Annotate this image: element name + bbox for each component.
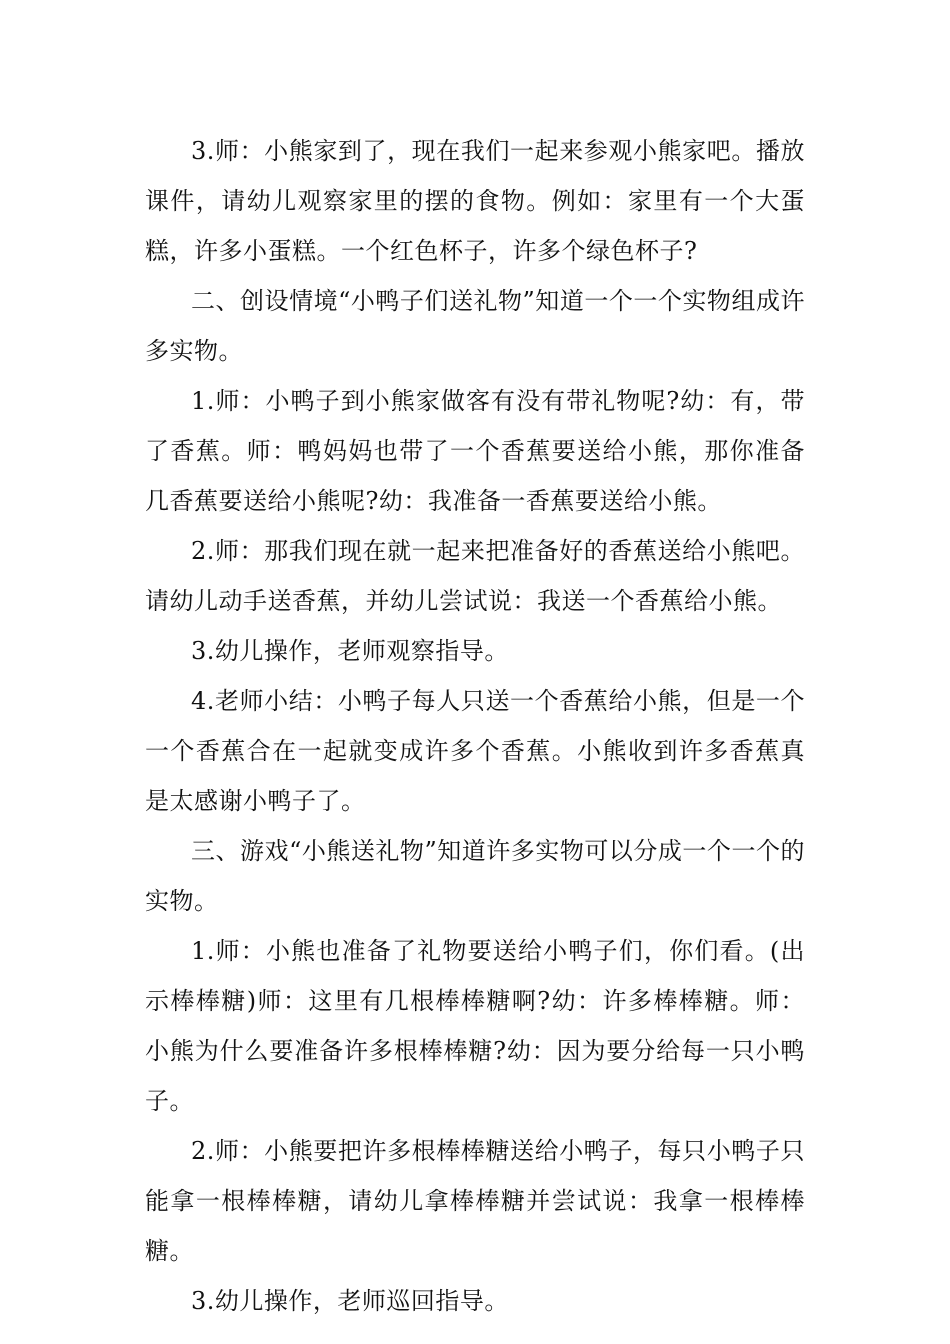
paragraph-2: 二、创设情境“小鸭子们送礼物”知道一个一个实物组成许多实物。 — [145, 287, 805, 365]
paragraph-5: 3.幼儿操作，老师观察指导。 — [191, 637, 509, 665]
paragraph-4: 2.师：那我们现在就一起来把准备好的香蕉送给小熊吧。请幼儿动手送香蕉，并幼儿尝试说：我送一个香蕉给小熊。 — [145, 537, 805, 615]
paragraph-6: 4.老师小结：小鸭子每人只送一个香蕉给小熊，但是一个一个香蕉合在一起就变成许多个香蕉。小熊收到许多香蕉真是太感谢小鸭子了。 — [145, 687, 805, 815]
paragraph-8: 1.师：小熊也准备了礼物要送给小鸭子们，你们看。(出示棒棒糖)师：这里有几根棒棒糖啊?幼：许多棒棒糖。师：小熊为什么要准备许多根棒棒糖?幼：因为要分给每一只小鸭子。 — [145, 937, 805, 1115]
document-body — [145, 126, 805, 1326]
paragraph-7: 三、游戏“小熊送礼物”知道许多实物可以分成一个一个的实物。 — [145, 837, 805, 915]
paragraph-1: 3.师：小熊家到了，现在我们一起来参观小熊家吧。播放课件，请幼儿观察家里的摆的食物。例如：家里有一个大蛋糕，许多小蛋糕。一个红色杯子，许多个绿色杯子? — [145, 137, 805, 265]
paragraph-3: 1.师：小鸭子到小熊家做客有没有带礼物呢?幼：有，带了香蕉。师：鸭妈妈也带了一个香蕉要送给小熊，那你准备几香蕉要送给小熊呢?幼：我准备一香蕉要送给小熊。 — [145, 387, 805, 515]
paragraph-10: 3.幼儿操作，老师巡回指导。 — [191, 1287, 509, 1315]
paragraph-9: 2.师：小熊要把许多根棒棒糖送给小鸭子，每只小鸭子只能拿一根棒棒糖，请幼儿拿棒棒糖并尝试说：我拿一根棒棒糖。 — [145, 1137, 805, 1265]
